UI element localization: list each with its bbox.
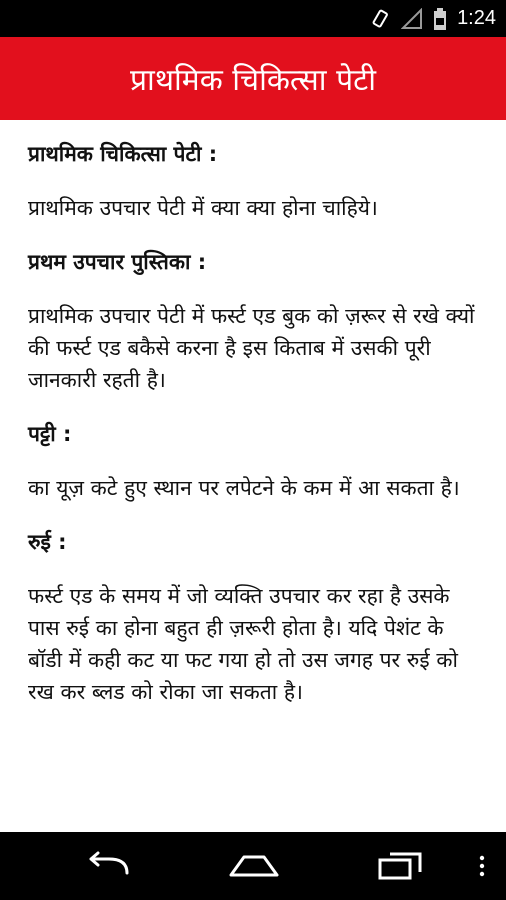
content-area[interactable] — [0, 120, 506, 832]
section-first-aid-box — [28, 138, 478, 224]
section-bandage — [28, 418, 478, 504]
section-heading: प्राथमिक चिकित्सा पेटी : — [28, 142, 218, 166]
section-cotton — [28, 526, 478, 708]
navigation-bar — [0, 832, 506, 900]
section-body: प्राथमिक उपचार पेटी में क्या क्या होना चाहिये। — [28, 196, 378, 220]
overflow-menu-icon[interactable] — [472, 846, 492, 886]
section-first-aid-book — [28, 246, 478, 396]
rotate-icon — [369, 8, 391, 30]
signal-icon — [401, 8, 423, 30]
home-icon[interactable] — [224, 846, 284, 886]
battery-icon — [433, 7, 447, 31]
status-bar — [0, 0, 506, 37]
recents-icon[interactable] — [370, 846, 430, 886]
section-heading: रुई : — [28, 530, 67, 554]
app-bar — [0, 37, 506, 120]
section-body: का यूज़ कटे हुए स्थान पर लपेटने के कम में आ सकता है। — [28, 476, 460, 500]
section-body: प्राथमिक उपचार पेटी में फर्स्ट एड बुक को ज़रूर से रखे क्यों की फर्स्ट एड बकैसे करना है इस किताब में उसकी पूरी जानकारी रहती है। — [28, 304, 475, 392]
app-title: प्राथमिक चिकित्सा पेटी — [129, 63, 377, 98]
section-heading: प्रथम उपचार पुस्तिका : — [28, 250, 207, 274]
section-heading: पट्टी : — [28, 422, 72, 446]
back-icon[interactable] — [78, 846, 138, 886]
section-body: फर्स्ट एड के समय में जो व्यक्ति उपचार कर रहा है उसके पास रुई का होना बहुत ही ज़रूरी होता है। यदि पेशंट के बॉडी में कही कट या फट गया हो तो उस जगह पर रुई को रख कर ब्लड को रोका जा सकता है। — [28, 584, 458, 704]
status-time: 1:24 — [457, 7, 496, 29]
